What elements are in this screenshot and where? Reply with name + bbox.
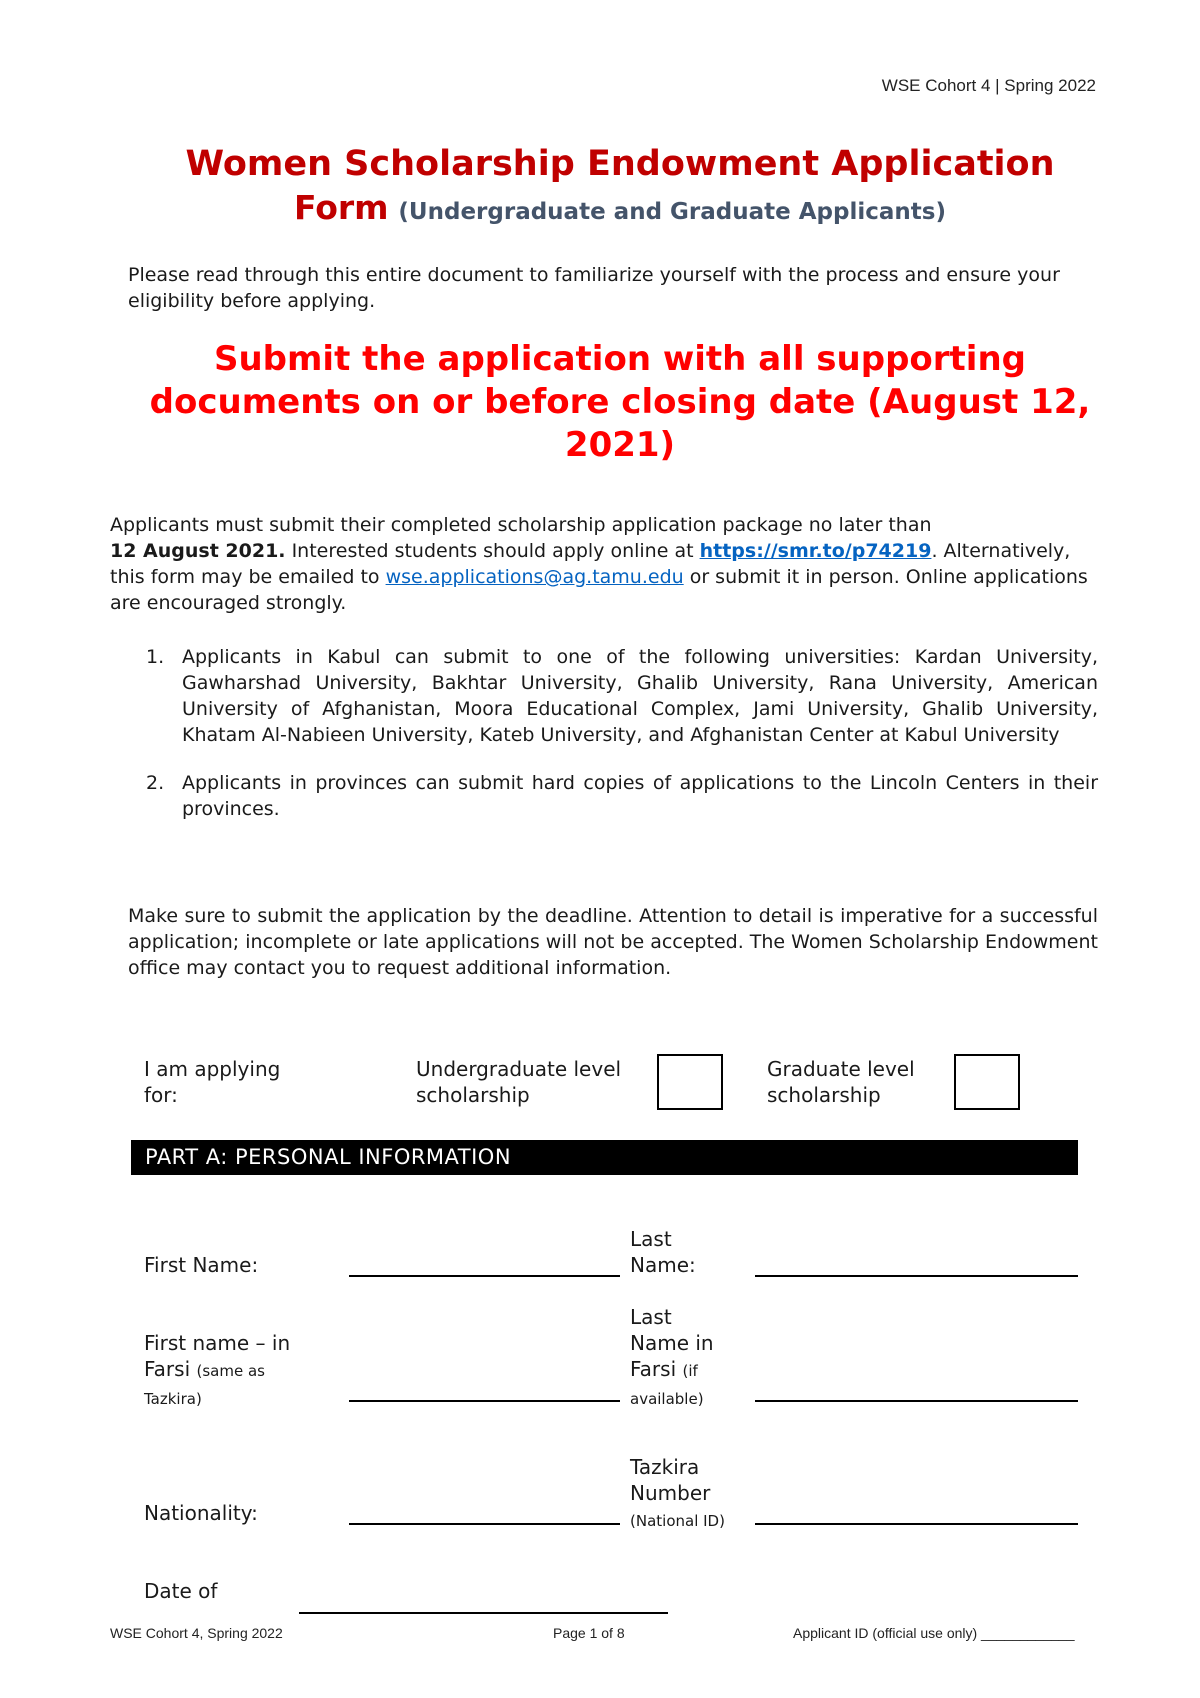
undergrad-checkbox[interactable] — [657, 1054, 723, 1110]
footer-left: WSE Cohort 4, Spring 2022 — [110, 1625, 283, 1641]
date-of-birth-label: Date of — [144, 1579, 218, 1603]
title-line-1: Women Scholarship Endowment Application — [185, 144, 1055, 184]
page-header: WSE Cohort 4 | Spring 2022 — [881, 76, 1096, 95]
applying-for-label: I am applying for: — [144, 1057, 281, 1107]
last-name-farsi-note: (if available) — [630, 1362, 704, 1408]
online-application-link[interactable]: https://smr.to/p74219 — [699, 540, 932, 562]
first-name-field[interactable] — [349, 1275, 620, 1277]
list-number: 1. — [146, 646, 165, 668]
apply-text-2: Interested students should apply online at — [285, 540, 700, 562]
list-text: Applicants in Kabul can submit to one of the following universities: Kardan University, Gawharshad University, Bakhtar University, Ghalib University, Rana University, American University of Afghanistan, Moora Educational Complex, Jami University, Ghalib University, Khatam Al-Nabieen University, Kateb University, and Afghanistan Center at Kabul University — [182, 646, 1098, 746]
last-name-label: Last Name: — [630, 1227, 696, 1277]
part-a-title: PART A: PERSONAL INFORMATION — [145, 1145, 512, 1169]
first-name-farsi-note: (same as Tazkira) — [144, 1362, 265, 1408]
list-number: 2. — [146, 772, 165, 794]
apply-date: 12 August 2021. — [110, 540, 286, 562]
list-item — [140, 644, 1098, 748]
title-subtitle: (Undergraduate and Graduate Applicants) — [398, 199, 946, 225]
deadline-notice: Submit the application with all supporting documents on or before closing date (August 12, 2021) — [149, 339, 1091, 465]
last-name-farsi-label — [630, 1304, 735, 1412]
tazkira-text: Tazkira Number — [630, 1455, 711, 1505]
tazkira-label — [630, 1454, 735, 1534]
tazkira-note: (National ID) — [630, 1512, 725, 1530]
instructions-paragraph: Make sure to submit the application by the deadline. Attention to detail is imperative for a successful application; incomplete or late applications will not be accepted. The Women Scholarship Endowment office may contact you to request additional information. — [128, 905, 1098, 979]
apply-paragraph — [110, 512, 1100, 616]
last-name-farsi-field[interactable] — [755, 1400, 1078, 1402]
undergrad-label: Undergraduate level scholarship — [416, 1057, 622, 1107]
form-title — [120, 142, 1120, 234]
footer-page-number: Page 1 of 8 — [553, 1625, 625, 1641]
apply-text-3: . Alternatively, this form may be emailed to — [110, 540, 1071, 588]
list-item — [140, 770, 1098, 822]
intro-paragraph: Please read through this entire document to familiarize yourself with the process and ensure your eligibility before applying. — [128, 264, 1060, 312]
title-form-word: Form — [294, 188, 389, 227]
submission-list — [140, 644, 1098, 844]
list-text: Applicants in provinces can submit hard copies of applications to the Lincoln Centers in their provinces. — [182, 772, 1098, 820]
apply-text-1: Applicants must submit their completed scholarship application package no later than — [110, 514, 932, 536]
nationality-field[interactable] — [349, 1523, 620, 1525]
grad-checkbox[interactable] — [954, 1054, 1020, 1110]
first-name-label: First Name: — [144, 1253, 259, 1277]
first-name-farsi-field[interactable] — [349, 1400, 620, 1402]
tazkira-field[interactable] — [755, 1523, 1078, 1525]
date-of-birth-field[interactable] — [299, 1612, 668, 1614]
title-line-2 — [120, 186, 1120, 234]
first-name-farsi-text: First name – in Farsi — [144, 1331, 291, 1381]
nationality-label: Nationality: — [144, 1501, 258, 1525]
apply-text-4: or submit it in person. Online applications are encouraged strongly. — [110, 566, 1088, 614]
footer-applicant-id: Applicant ID (official use only) ____________ — [793, 1625, 1075, 1641]
first-name-farsi-label — [144, 1330, 324, 1412]
last-name-farsi-text: Last Name in Farsi — [630, 1305, 714, 1381]
last-name-field[interactable] — [755, 1275, 1078, 1277]
grad-label: Graduate level scholarship — [767, 1057, 915, 1107]
email-link[interactable]: wse.applications@ag.tamu.edu — [385, 566, 684, 588]
part-a-header — [131, 1140, 1078, 1175]
